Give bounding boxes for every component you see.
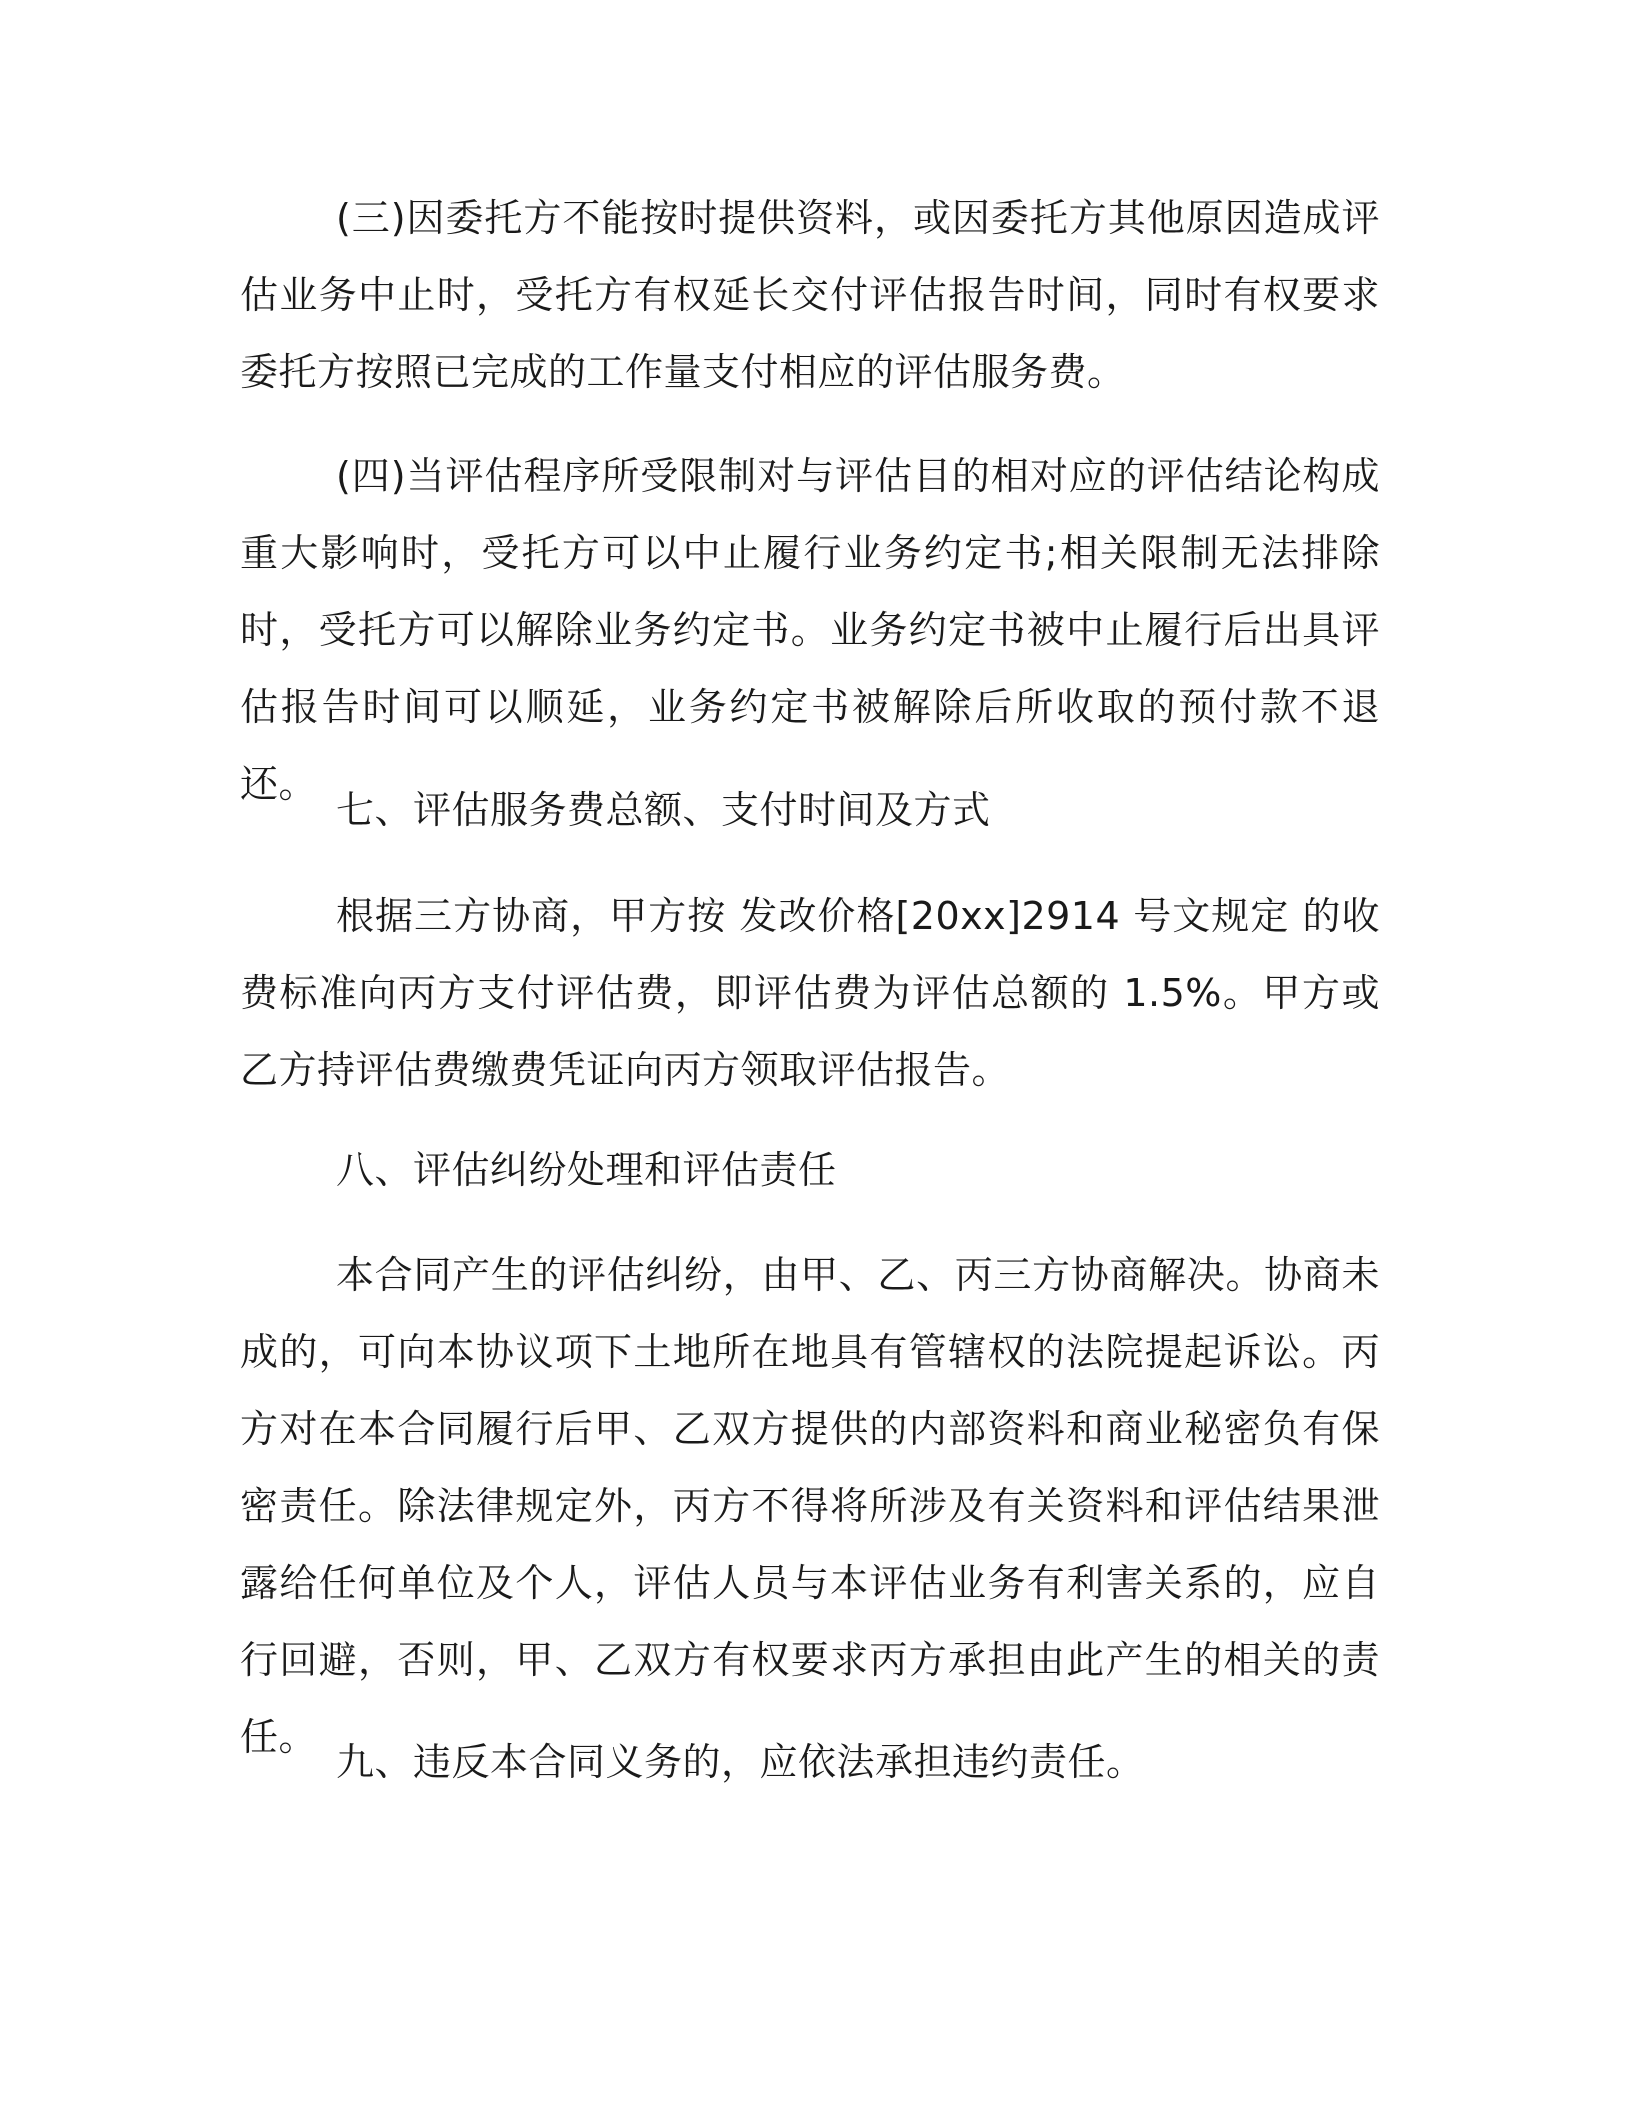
section-heading-fees: 七、评估服务费总额、支付时间及方式 [336,788,991,832]
paragraph-suspension-by-client: (三)因委托方不能按时提供资料，或因委托方其他原因造成评估业务中止时，受托方有权延长交付评估报告时间，同时有权要求委托方按照已完成的工作量支付相应的评估服务费。 [240,196,1380,394]
paragraph-disputes: 本合同产生的评估纠纷，由甲、乙、丙三方协商解决。协商未成的，可向本协议项下土地所在地具有管辖权的法院提起诉讼。丙方对在本合同履行后甲、乙双方提供的内部资料和商业秘密负有保密责任。除法律规定外，丙方不得将所涉及有关资料和评估结果泄露给任何单位及个人，评估人员与本评估业务有利害关系的，应自行回避，否则，甲、乙双方有权要求丙方承担由此产生的相关的责任。 [240,1253,1380,1759]
section-heading-breach: 九、违反本合同义务的，应依法承担违约责任。 [336,1740,1145,1784]
paragraph-fees: 根据三方协商，甲方按 发改价格[20xx]2914 号文规定 的收费标准向丙方支付评估费，即评估费为评估总额的 1.5%。甲方或乙方持评估费缴费凭证向丙方领取评估报告。 [240,894,1380,1092]
section-heading-disputes: 八、评估纠纷处理和评估责任 [336,1148,837,1192]
paragraph-suspension-by-restriction: (四)当评估程序所受限制对与评估目的相对应的评估结论构成重大影响时，受托方可以中止履行业务约定书;相关限制无法排除时，受托方可以解除业务约定书。业务约定书被中止履行后出具评估报告时间可以顺延，业务约定书被解除后所收取的预付款不退还。 [240,454,1380,806]
